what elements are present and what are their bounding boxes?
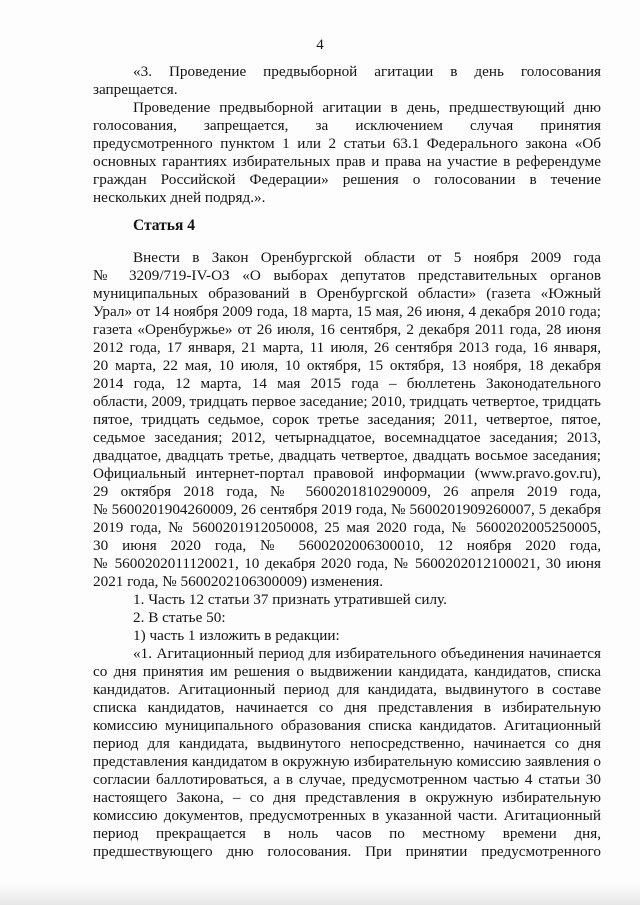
paragraph-line: настоящего Закона, – со дня представления в окружную избирательную — [93, 789, 601, 806]
paragraph-line: 2014 года, 12 марта, 14 мая 2015 года – бюллетень Законодательного — [93, 375, 601, 392]
paragraph-line: области, 2009, тридцать первое заседание; 2010, тридцать четвертое, тридцать — [93, 393, 601, 410]
paragraph-line: со дня принятия им решения о выдвижении кандидата, кандидатов, списка — [93, 663, 601, 680]
paragraph-line: голосования, запрещается, за исключением случая принятия — [93, 117, 601, 134]
paragraph-line: граждан Российской Федерации» решения о голосовании в течение — [93, 171, 601, 188]
paragraph-line: нескольких дней подряд.». — [93, 189, 266, 206]
paragraph-line: седьмое заседания; 2012, четырнадцатое, восемнадцатое заседания; 2013, — [93, 429, 601, 446]
paragraph-line: двадцатое, двадцать третье, двадцать четвертое, двадцать восьмое заседания; — [93, 447, 601, 464]
list-item: 1. Часть 12 статьи 37 признать утратившей силу. — [133, 591, 447, 608]
paragraph-line: кандидатов. Агитационный период для кандидата, выдвинутого в составе — [93, 681, 601, 698]
paragraph-line: муниципальных образований в Оренбургской области» (газета «Южный — [93, 285, 601, 302]
paragraph-line: комиссию муниципального образования списка кандидатов. Агитационный — [93, 717, 601, 734]
paragraph-line: 2012 года, 17 января, 21 марта, 11 июля, 26 сентября 2013 года, 16 января, — [93, 339, 601, 356]
paragraph-line: «3. Проведение предвыборной агитации в день голосования — [133, 63, 601, 80]
paragraph-line: № 3209/719-IV-ОЗ «О выборах депутатов представительных органов — [93, 267, 601, 284]
paragraph-line: списка кандидатов, начинается со дня представления в избирательную — [93, 699, 601, 716]
article-heading: Статья 4 — [133, 217, 195, 234]
page-number: 4 — [316, 37, 324, 53]
paragraph-line: запрещается. — [93, 81, 178, 98]
paragraph-line: Урал» от 14 ноября 2009 года, 18 марта, 15 мая, 26 июня, 4 декабря 2010 года; — [93, 303, 601, 320]
paragraph-line: период прекращается в ноль часов по местному времени дня, — [93, 825, 601, 842]
paragraph-line: № 5600201904260009, 26 сентября 2019 года, № 5600201909260007, 5 декабря — [93, 501, 601, 518]
paragraph-line: Официальный интернет-портал правовой информации (www.pravo.gov.ru), — [93, 465, 601, 482]
scan-edge-shadow — [0, 883, 640, 905]
paragraph-line: предшествующего дню голосования. При принятии предусмотренного — [93, 843, 601, 860]
paragraph-line: 2019 года, № 5600201912050008, 25 мая 2020 года, № 5600202005250005, — [93, 519, 601, 536]
paragraph-line: № 5600202011120021, 10 декабря 2020 года, № 5600202012100021, 30 июня — [93, 555, 601, 572]
paragraph-line: комиссию документов, предусмотренных в указанной части. Агитационный — [93, 807, 601, 824]
paragraph-line: 29 октября 2018 года, № 5600201810290009, 26 апреля 2019 года, — [93, 483, 601, 500]
paragraph-line: 2021 года, № 5600202106300009) изменения. — [93, 573, 384, 590]
paragraph-line: пятое, тридцать седьмое, сорок третье заседания; 2011, четвертое, пятое, — [93, 411, 601, 428]
paragraph-line: Проведение предвыборной агитации в день, предшествующий дню — [133, 99, 601, 116]
paragraph-line: согласии баллотироваться, а в случае, предусмотренном частью 4 статьи 30 — [93, 771, 601, 788]
paragraph-line: Внести в Закон Оренбургской области от 5 ноября 2009 года — [133, 249, 601, 266]
list-item: 2. В статье 50: — [133, 609, 226, 626]
paragraph-line: газета «Оренбуржье» от 26 июля, 16 сентября, 2 декабря 2011 года, 28 июня — [93, 321, 601, 338]
paragraph-line: 20 марта, 22 мая, 10 июля, 10 октября, 15 октября, 13 ноября, 18 декабря — [93, 357, 601, 374]
paragraph-line: «1. Агитационный период для избирательного объединения начинается — [133, 645, 601, 662]
paragraph-line: представления кандидатом в окружную избирательную комиссию заявления о — [93, 753, 601, 770]
paragraph-line: основных гарантиях избирательных прав и права на участие в референдуме — [93, 153, 601, 170]
paragraph-line: предусмотренного пунктом 1 или 2 статьи 63.1 Федерального закона «Об — [93, 135, 601, 152]
list-item: 1) часть 1 изложить в редакции: — [133, 627, 340, 644]
paragraph-line: период для кандидата, выдвинутого непосредственно, начинается со дня — [93, 735, 601, 752]
paragraph-line: 30 июня 2020 года, № 5600202006300010, 12 ноября 2020 года, — [93, 537, 601, 554]
